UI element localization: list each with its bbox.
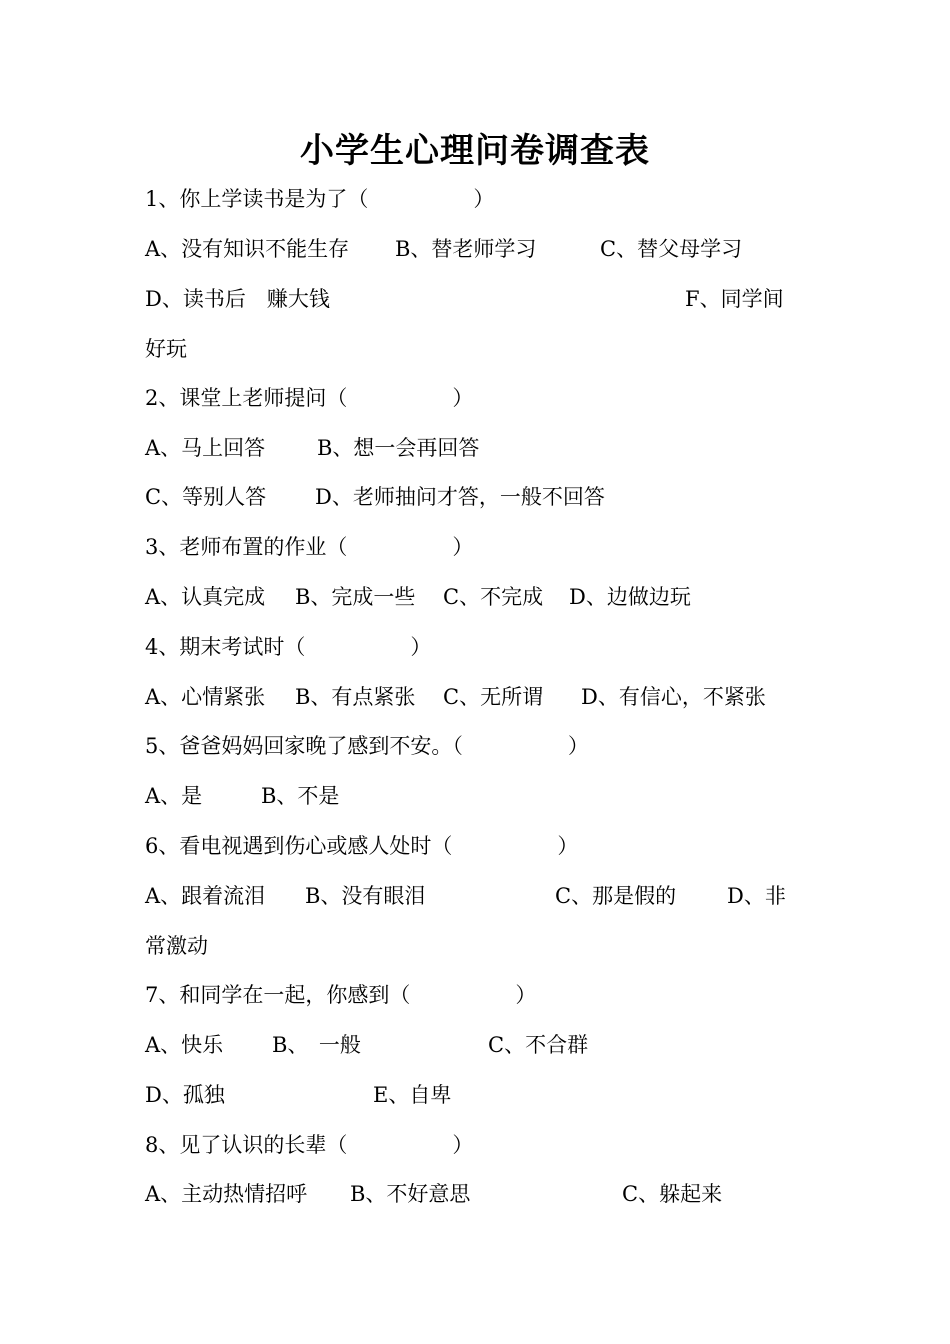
question-7-options-row-1 bbox=[145, 1030, 845, 1060]
question-6-option-b: B、没有眼泪 bbox=[305, 884, 426, 908]
question-1-option-b: B、替老师学习 bbox=[395, 237, 537, 261]
question-7-options-row-2 bbox=[145, 1080, 845, 1110]
question-7-option-a: A、快乐 bbox=[145, 1033, 224, 1057]
question-1-option-f: F、同学间 bbox=[685, 287, 784, 311]
question-2-option-d: D、老师抽问才答，一般不回答 bbox=[315, 485, 605, 509]
question-3-options-row bbox=[145, 582, 845, 612]
question-5-option-b: B、不是 bbox=[261, 784, 340, 808]
question-2: 2、课堂上老师提问（ ） bbox=[145, 386, 474, 410]
question-8-options-row bbox=[145, 1179, 845, 1209]
question-7-option-d: D、孤独 bbox=[145, 1083, 225, 1107]
question-8-option-c: C、躲起来 bbox=[622, 1182, 723, 1206]
question-7: 7、和同学在一起，你感到（ ） bbox=[145, 983, 537, 1007]
question-7-option-c: C、不合群 bbox=[488, 1033, 589, 1057]
question-7-option-e: E、自卑 bbox=[373, 1083, 452, 1107]
question-3: 3、老师布置的作业（ ） bbox=[145, 535, 474, 559]
question-6-options-row bbox=[145, 881, 845, 911]
question-2-option-a: A、马上回答 bbox=[145, 436, 266, 460]
question-4-options-row bbox=[145, 682, 845, 712]
page-title: 小学生心理问卷调查表 bbox=[300, 131, 650, 171]
question-4-option-c: C、无所谓 bbox=[443, 685, 544, 709]
question-5-option-a: A、是 bbox=[145, 784, 203, 808]
question-8: 8、见了认识的长辈（ ） bbox=[145, 1133, 474, 1157]
question-1-options-row-2 bbox=[145, 284, 845, 314]
question-1-options-row-1 bbox=[145, 234, 845, 264]
question-2-option-c: C、等别人答 bbox=[145, 485, 267, 509]
question-3-option-c: C、不完成 bbox=[443, 585, 544, 609]
question-1: 1、你上学读书是为了（ ） bbox=[145, 187, 495, 211]
question-1-option-a: A、没有知识不能生存 bbox=[145, 237, 350, 261]
question-1-option-d: D、读书后 赚大钱 bbox=[145, 287, 330, 311]
question-4-option-a: A、心情紧张 bbox=[145, 685, 266, 709]
question-6-option-d: D、非 bbox=[727, 884, 786, 908]
question-1-option-c: C、替父母学习 bbox=[600, 237, 743, 261]
question-3-option-a: A、认真完成 bbox=[145, 585, 266, 609]
question-3-option-d: D、边做边玩 bbox=[569, 585, 691, 609]
question-2-option-b: B、想一会再回答 bbox=[317, 436, 480, 460]
question-2-options-row-2 bbox=[145, 482, 845, 512]
question-2-options-row-1 bbox=[145, 433, 845, 463]
question-8-option-a: A、主动热情招呼 bbox=[145, 1182, 308, 1206]
question-5-options-row bbox=[145, 781, 845, 811]
question-1-option-f-continued: 好玩 bbox=[145, 337, 187, 361]
question-7-option-b: B、 一般 bbox=[272, 1033, 361, 1057]
question-6: 6、看电视遇到伤心或感人处时（ ） bbox=[145, 834, 579, 858]
question-6-option-c: C、那是假的 bbox=[555, 884, 677, 908]
question-4-option-d: D、有信心，不紧张 bbox=[581, 685, 766, 709]
question-5: 5、爸爸妈妈回家晚了感到不安。（ ） bbox=[145, 734, 589, 758]
question-3-option-b: B、完成一些 bbox=[295, 585, 416, 609]
question-6-option-d-continued: 常激动 bbox=[145, 934, 208, 958]
question-4-option-b: B、有点紧张 bbox=[295, 685, 416, 709]
question-4: 4、期末考试时（ ） bbox=[145, 635, 432, 659]
question-8-option-b: B、不好意思 bbox=[350, 1182, 471, 1206]
question-6-option-a: A、跟着流泪 bbox=[145, 884, 266, 908]
